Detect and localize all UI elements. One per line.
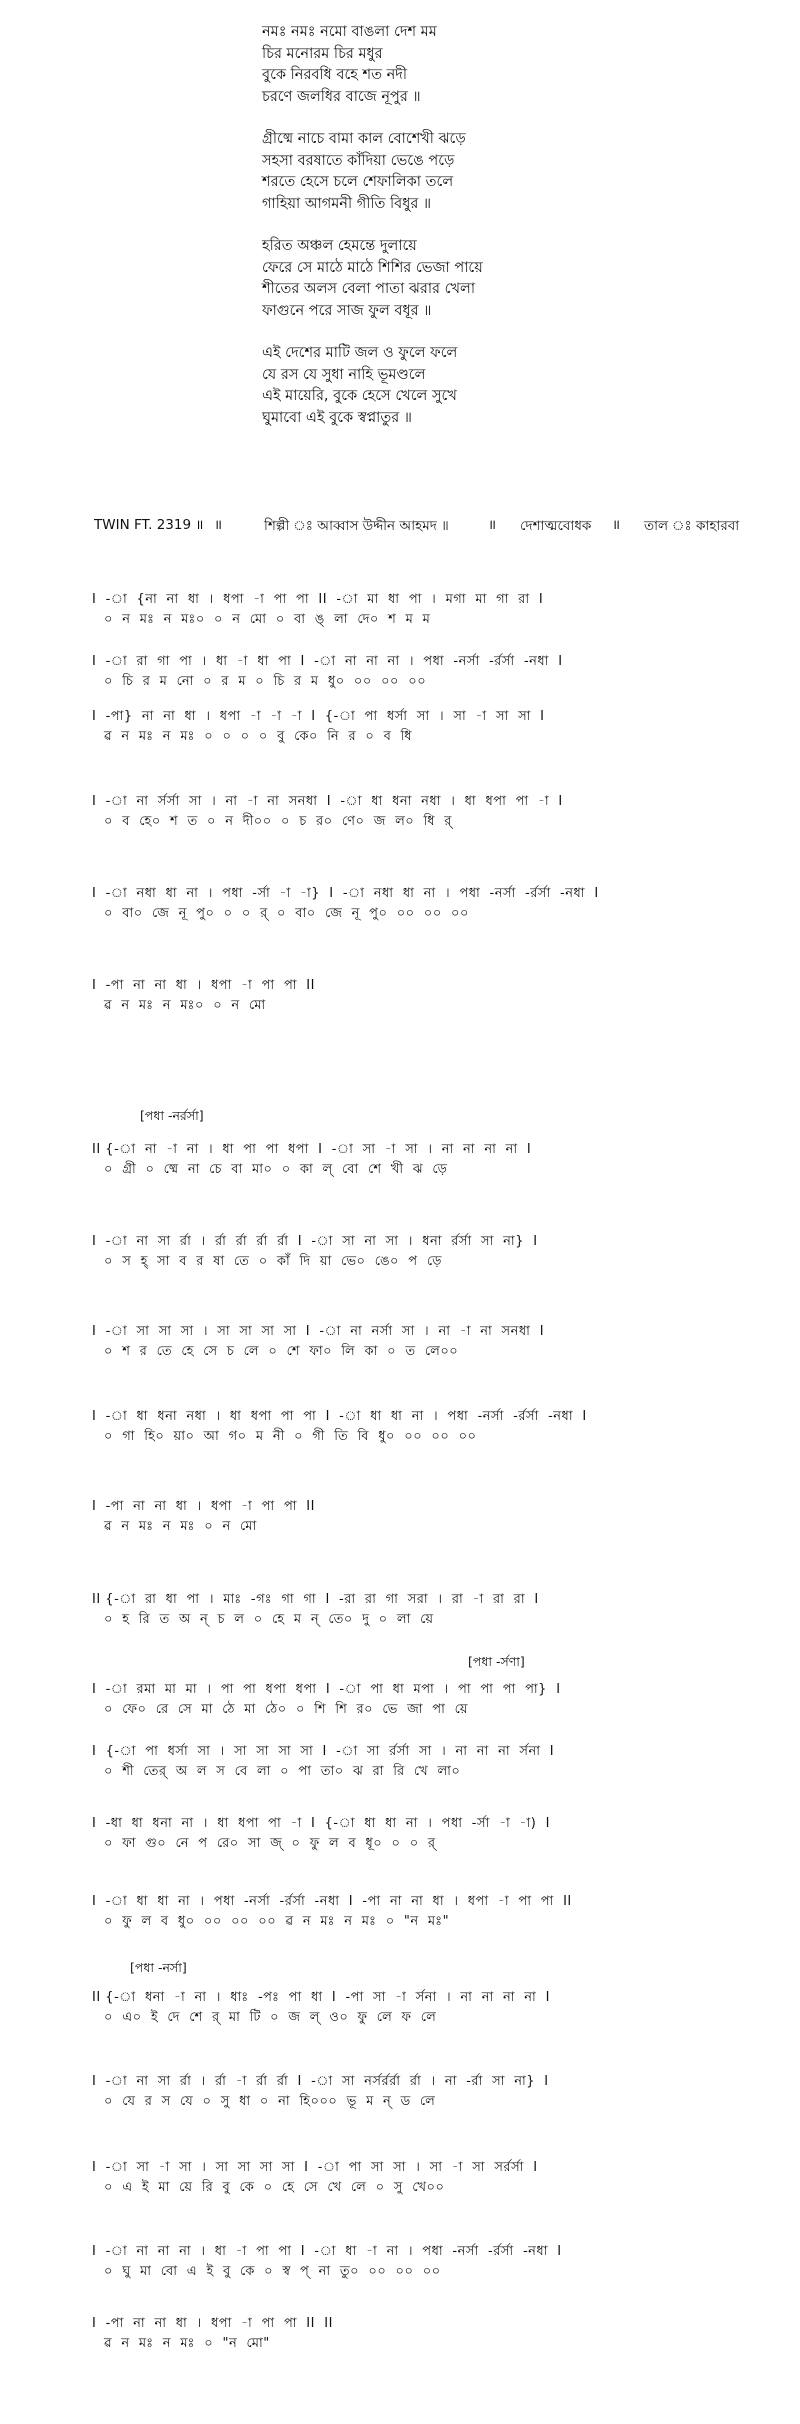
poem-line: বুকে নিরবধি বহে শত নদী: [262, 67, 407, 83]
swaralipi-row: I -া না সা র্রা । র্রা র্রা র্রা র্রা I -া সা না সা । ধনা র্রর্সা সা না} I: [92, 1234, 538, 1249]
swaralipi-row: I {-া পা ধর্সা সা । সা সা সা সা I -া সা র্রর্সা সা । না না না র্সনা I: [92, 1744, 555, 1759]
genre-label: দেশাত্মবোধক: [520, 518, 592, 534]
lyric-syllable-row: ০ স হ্ সা ব র ষা তে ০ কাঁ দি য়া ভে০ ঙে০ প ড়ে: [104, 1254, 442, 1269]
notation-line: [92, 1988, 712, 2072]
swaralipi-row: II {-া না -া না । ধা পা পা ধপা I -া সা -া সা । না না না না I: [92, 1142, 532, 1157]
swaralipi-row: I -া নধা ধা না । পধা -র্সা -া -া} I -া নধা ধা না । পধা -নর্সা -র্রর্সা -নধা I: [92, 886, 599, 901]
lyric-syllable-row: ০ শ র তে হে সে চ লে ০ শে ফা০ লি কা ০ ত লে০০: [104, 1344, 459, 1359]
lyric-syllable-row: ০ ব হে০ শ ত ০ ন দী০০ ০ চ র০ ণে০ জ ল০ ধি র্: [104, 814, 452, 829]
notation-line: [92, 976, 712, 1026]
notation-line: [92, 1322, 712, 1407]
lyric-syllable-row: ০ ঘু মা বো এ ই বু কে ০ স্ব প্ না তু০ ০০ ০০ ০০: [104, 2264, 441, 2279]
swaralipi-row: I -ধা ধা ধনা না । ধা ধপা পা -া I {-া ধা ধা না । পধা -র্সা -া -া) I: [92, 1816, 550, 1831]
swaralipi-row: I -পা না না ধা । ধপা -া পা পা II: [92, 1499, 315, 1514]
swaralipi-row: I -া ধা ধা না । পধা -নর্সা -র্রর্সা -নধা I -পা না না ধা । ধপা -া পা পা II: [92, 1894, 572, 1909]
section-label: [পধা -নর্রর্সা]: [140, 1108, 204, 1123]
swaralipi-row: I -পা না না ধা । ধপা -া পা পা II: [92, 978, 315, 993]
poem-line: এই দেশের মাটি জল ও ফুলে ফলে: [262, 345, 458, 361]
swaralipi-row: I -া সা -া সা । সা সা সা সা I -া পা সা সা । সা -া সা সর্রর্সা I: [92, 2160, 538, 2175]
lyric-syllable-row: ০ গা হি০ য়া০ আ গ০ ম নী ০ গী তি বি ধু০ ০০ ০০ ০০: [104, 1429, 477, 1444]
notation-line: [92, 2158, 712, 2242]
notation-line: [92, 1590, 712, 1640]
section-label: [পধা -নর্সা]: [130, 1960, 187, 1975]
header-separator: ॥: [612, 517, 621, 533]
lyric-syllable-row: ০ ফে০ রে সে মা ঠে মা ঠে০ ০ শি শি র০ ভে জা পা য়ে: [104, 1702, 469, 1717]
swaralipi-row: I -া {না না ধা । ধপা -া পা পা II -া মা ধা পা । মগা মা গা রা I: [92, 592, 544, 607]
poem-line: এই মায়েরি, বুকে হেসে খেলে সুখে: [262, 388, 457, 404]
notation-line: [92, 652, 712, 707]
swaralipi-row: I -া না র্সর্সা সা । না -া না সনধা I -া ধা ধনা নধা । ধা ধপা পা -া I: [92, 794, 563, 809]
lyric-syllable-row: ০ বা০ জে নূ পু০ ০ ০ র্ ০ বা০ জে নূ পু০ ০০ ০০ ০০: [104, 906, 469, 921]
lyric-syllable-row: ০ ন মঃ ন মঃ০ ০ ন মো ০ বা ঙ্ লা দে০ শ ম ম: [104, 612, 431, 627]
notation-line: [92, 1497, 712, 1547]
notation-line: [92, 884, 712, 976]
notation-section: [92, 590, 712, 1026]
lyric-syllable-row: ০ ফু ল ব ধু০ ০০ ০০ ০০ ৱ ন মঃ ন মঃ ০ "ন মঃ": [104, 1914, 450, 1929]
swaralipi-row: I -া ধা ধনা নধা । ধা ধপা পা পা I -া ধা ধা না । পধা -নর্সা -র্রর্সা -নধা I: [92, 1409, 587, 1424]
swaralipi-row: I -া না না না । ধা -া পা পা I -া ধা -া না । পধা -নর্সা -র্রর্সা -নধা I: [92, 2244, 562, 2259]
notation-line: [92, 2314, 712, 2364]
notation-line: [92, 590, 712, 652]
poem-line: চরণে জলধির বাজে নূপুর ॥: [262, 88, 421, 105]
header-separator: ॥: [488, 517, 497, 533]
lyric-syllable-row: ৱ ন মঃ ন মঃ ০ "ন মো": [104, 2336, 270, 2351]
record-number: TWIN FT. 2319 ॥: [94, 517, 204, 533]
poem-line: গ্রীষ্মে নাচে বামা কাল বোশেখী ঝড়ে: [262, 131, 466, 147]
swaralipi-row: I -া রা গা পা । ধা -া ধা পা I -া না না না । পধা -নর্সা -র্রর্সা -নধা I: [92, 654, 563, 669]
poem-line: ঘুমাবো এই বুকে স্বপ্নাতুর ॥: [262, 409, 412, 426]
lyric-syllable-row: ০ হ রি ত অ ন্ চ ল ০ হে ম ন্ তে০ দু ০ লা য়ে: [104, 1612, 434, 1627]
swaralipi-row: I -া সা সা সা । সা সা সা সা I -া না নর্সা সা । না -া না সনধা I: [92, 1324, 545, 1339]
notation-line: [92, 1742, 712, 1814]
header-separator: ॥: [214, 517, 223, 533]
poem-stanza: [262, 236, 722, 322]
poem-line: ফাগুনে পরে সাজ ফুল বধূর ॥: [262, 302, 432, 319]
lyric-syllable-row: ৱ ন মঃ ন মঃ ০ ০ ০ ০ বু কে০ নি র ০ ব ধি: [104, 729, 413, 744]
notation-line: [92, 1892, 712, 1942]
lyric-syllable-row: ৱ ন মঃ ন মঃ০ ০ ন মো: [104, 998, 266, 1013]
poem-line: গাহিয়া আগমনী গীতি বিধুর ॥: [262, 195, 432, 212]
poem-text: [262, 22, 722, 450]
poem-line: হরিত অঞ্চল হেমন্তে দুলায়ে: [262, 238, 417, 254]
swaralipi-row: I -া না সা র্রা । র্রা -া র্রা র্রা I -া সা নর্সর্রর্রা র্রা । না -র্রা সা না} I: [92, 2074, 549, 2089]
notation-line: [92, 707, 712, 792]
artist-credit: শিল্পী ঃ আব্বাস উদ্দীন আহমদ ॥: [264, 518, 449, 534]
notation-line: [92, 1140, 712, 1232]
poem-stanza: [262, 129, 722, 215]
notation-section: [92, 1590, 712, 1640]
lyric-syllable-row: ০ চি র ম নো ০ র ম ০ চি র ম ধু০ ০০ ০০ ০০: [104, 674, 427, 689]
swaralipi-row: I -া রমা মা মা । পা পা ধপা ধপা I -া পা ধা মপা । পা পা পা পা} I: [92, 1682, 561, 1697]
swaralipi-row: I -পা} না না ধা । ধপা -া -া -া I {-া পা ধর্সা সা । সা -া সা সা I: [92, 709, 545, 724]
tal-label: তাল ঃ কাহারবা: [644, 518, 740, 534]
record-header: [94, 515, 774, 539]
notation-line: [92, 2242, 712, 2314]
lyric-syllable-row: ০ গ্রী ০ ষ্মে না চে বা মা০ ০ কা ল্ বো শে খী ঝ ড়ে: [104, 1162, 448, 1177]
poem-line: চির মনোরম চির মধুর: [262, 45, 383, 62]
lyric-syllable-row: ০ ফা গু০ নে প রে০ সা জ্ ০ ফু ল ব ধূ০ ০ ০ র্: [104, 1836, 436, 1851]
poem-stanza: [262, 22, 722, 108]
notation-line: [92, 2072, 712, 2158]
poem-line: নমঃ নমঃ নমো বাঙলা দেশ মম: [262, 24, 437, 40]
lyric-syllable-row: ০ এ ই মা য়ে রি বু কে ০ হে সে খে লে ০ সু খে০০: [104, 2180, 445, 2195]
notation-section: [92, 1140, 712, 1547]
swaralipi-row: II {-া ধনা -া না । ধাঃ -পঃ পা ধা I -পা সা -া র্সনা । না না না না I: [92, 1990, 550, 2005]
poem-line: শীতের অলস বেলা পাতা ঝরার খেলা: [262, 281, 476, 297]
poem-line: যে রস যে সুধা নাহি ভূমণ্ডলে: [262, 366, 426, 383]
notation-line: [92, 1407, 712, 1497]
lyric-syllable-row: ০ যে র স যে ০ সু ধা ০ না হি০০০ ভূ ম ন্ ড লে: [104, 2094, 436, 2109]
lyric-syllable-row: ০ এ০ ই দে শে র্ মা টি ০ জ ল্ ও০ ফু লে ফ লে: [104, 2010, 437, 2025]
poem-line: শরতে হেসে চলে শেফালিকা তলে: [262, 174, 454, 190]
swaralipi-row: I -পা না না ধা । ধপা -া পা পা II II: [92, 2316, 333, 2331]
notation-section: [92, 1988, 712, 2364]
section-label: [পধা -র্সণা]: [468, 1654, 525, 1669]
notation-line: [92, 1232, 712, 1322]
swaralipi-row: II {-া রা ধা পা । মাঃ -গঃ গা গা I -রা রা গা সরা । রা -া রা রা I: [92, 1592, 539, 1607]
poem-line: সহসা বরষাতে কাঁদিয়া ভেঙে পড়ে: [262, 152, 455, 169]
lyric-syllable-row: ৱ ন মঃ ন মঃ ০ ন মো: [104, 1519, 257, 1534]
notation-line: [92, 1814, 712, 1892]
notation-line: [92, 792, 712, 884]
lyric-syllable-row: ০ শী তের্ অ ল স বে লা ০ পা তা০ ঝ রা রি খে লা০: [104, 1764, 461, 1779]
poem-line: ফেরে সে মাঠে মাঠে শিশির ভেজা পায়ে: [262, 259, 483, 276]
notation-section: [92, 1680, 712, 1942]
notation-line: [92, 1680, 712, 1742]
poem-stanza: [262, 343, 722, 429]
